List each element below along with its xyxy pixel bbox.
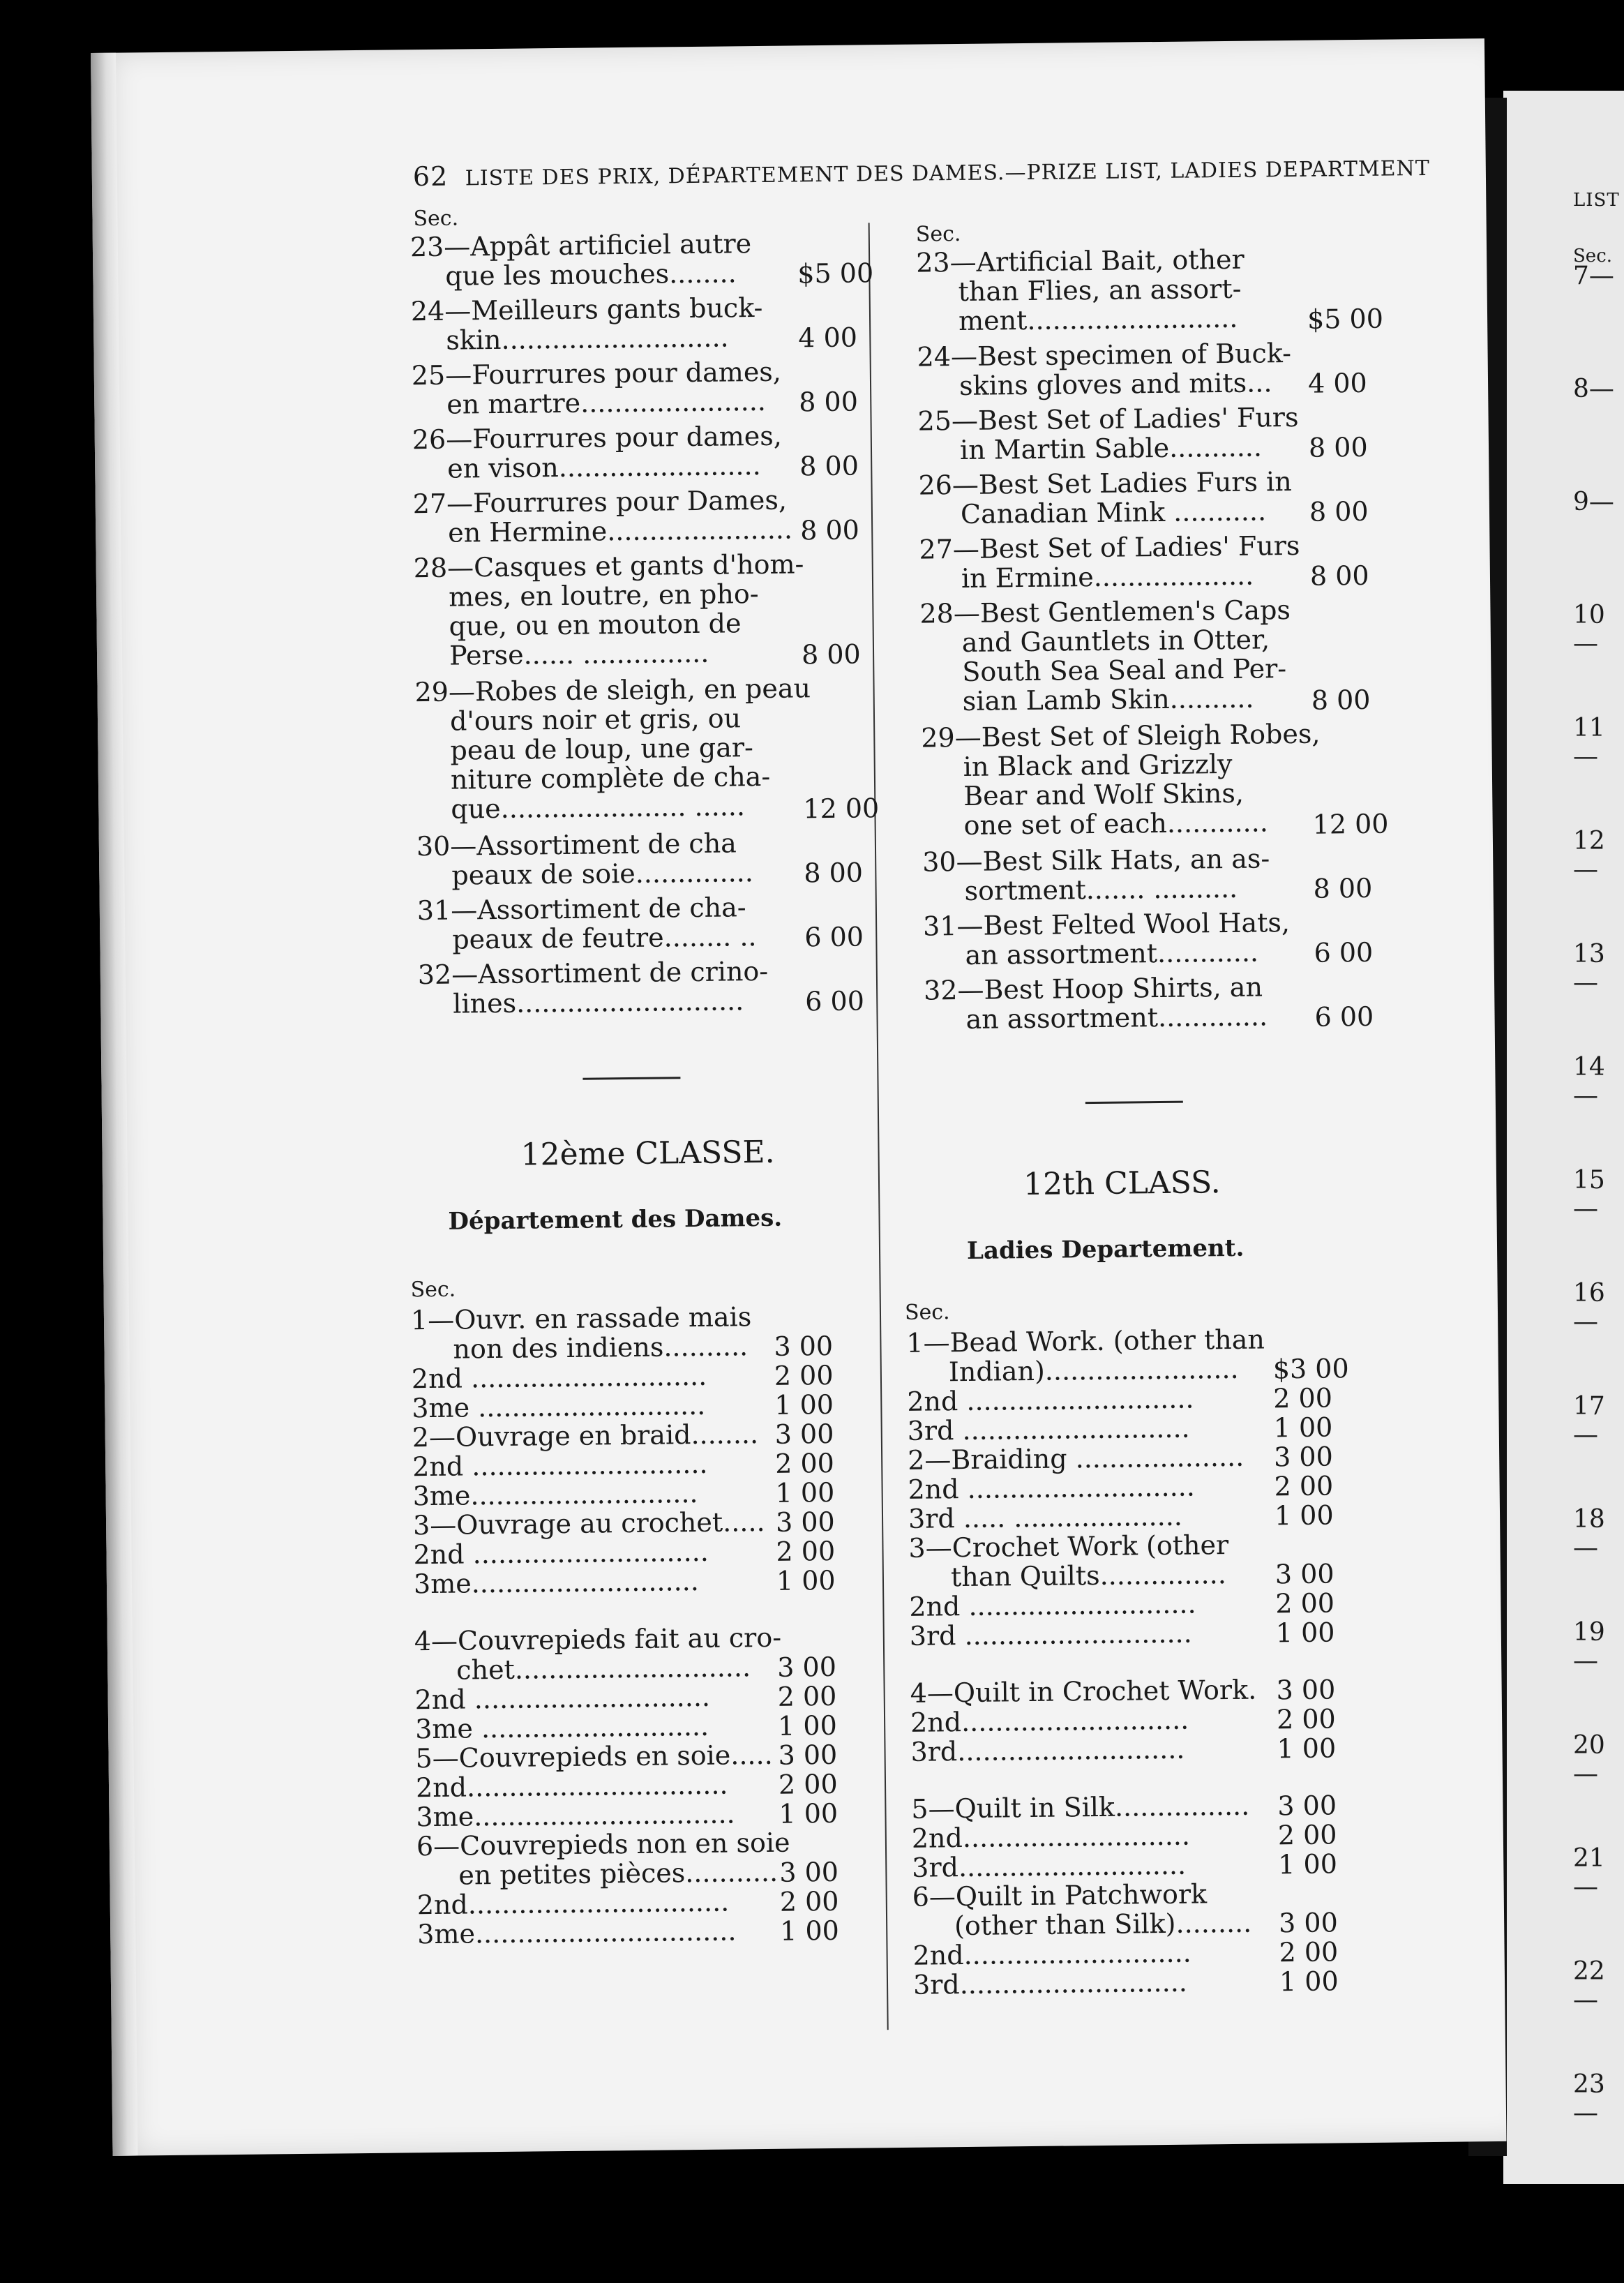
prize-amount: 6 00 [805, 985, 865, 1017]
prize-entry [911, 1791, 1249, 1824]
prize-entry [411, 1302, 752, 1364]
entry-text-line: 29—Robes de sleigh, en peau [414, 673, 811, 708]
prize-entry [416, 892, 757, 955]
prize-entry [412, 1391, 705, 1423]
entry-text-line: than Flies, an assort- [958, 273, 1242, 307]
entry-text-line: 27—Fourrures pour Dames, [412, 484, 788, 520]
prize-amount: 2 00 [1273, 1382, 1333, 1414]
entry-text-line: 3—Crochet Work (other [908, 1529, 1229, 1564]
prize-amount: 8 00 [801, 638, 861, 671]
prize-entry [919, 531, 1300, 594]
prize-amount: 12 00 [803, 793, 880, 825]
entry-text-line: 5—Quilt in Silk................ [911, 1790, 1250, 1825]
entry-text-line: 3me............................... [416, 1798, 735, 1833]
prize-amount: 8 00 [1308, 431, 1368, 463]
sec-label-french-top: Sec. [413, 206, 459, 232]
prize-amount: 3 00 [1278, 1907, 1338, 1939]
prize-amount: 1 00 [776, 1564, 836, 1596]
entry-text-line: 32—Assortiment de crino- [417, 955, 769, 991]
entry-text-line: 6—Quilt in Patchwork [912, 1878, 1208, 1913]
prize-entry [416, 1828, 790, 1891]
class-title-english: 12th CLASS. [1023, 1165, 1221, 1203]
entry-text-line: Perse...... ............... [449, 637, 709, 671]
entry-text-line: 3me ........................... [412, 1389, 706, 1424]
facing-page-section-number: 19— [1573, 1618, 1605, 1675]
entry-text-line: 2nd............................... [416, 1886, 730, 1921]
entry-text-line: in Black and Grizzly [963, 748, 1233, 782]
prize-amount: 8 00 [799, 386, 859, 418]
prize-amount: 1 00 [777, 1709, 837, 1742]
entry-text-line: 28—Casques et gants d'hom- [413, 548, 804, 584]
prize-entry [922, 844, 1270, 906]
prize-entry [910, 1735, 1185, 1767]
entry-text-line: 31—Best Felted Wool Hats, [922, 907, 1291, 942]
book-page [91, 38, 1506, 2156]
section-rule-french [582, 1077, 680, 1079]
prize-entry [416, 828, 754, 891]
entry-text-line: 25—Fourrures pour dames, [411, 356, 782, 391]
prize-entry [413, 1537, 709, 1569]
entry-text-line: 3rd........................... [910, 1733, 1185, 1767]
prize-amount: 2 00 [1277, 1819, 1337, 1851]
entry-text-line: d'ours noir et gris, ou [449, 703, 742, 737]
prize-amount: 3 00 [778, 1739, 838, 1771]
facing-page-section-number: 17— [1573, 1392, 1605, 1449]
prize-amount: 2 00 [1276, 1703, 1336, 1735]
prize-entry [418, 957, 769, 1019]
entry-text-line: 3rd ........................... [907, 1412, 1190, 1446]
prize-amount: 2 00 [778, 1768, 838, 1800]
prize-amount: 4 00 [1307, 367, 1367, 399]
entry-text-line: 3me ........................... [414, 1710, 709, 1745]
entry-text-line: en petites pièces........... [458, 1856, 779, 1891]
entry-text-line: 2nd........................... [910, 1704, 1189, 1738]
page-header [413, 151, 1430, 192]
entry-text-line: an assortment............. [965, 1001, 1268, 1035]
facing-page-section-number: 21— [1573, 1844, 1605, 1901]
entry-text-line: peau de loup, une gar- [450, 732, 754, 766]
prize-amount: $3 00 [1272, 1353, 1349, 1385]
prize-entry [917, 338, 1291, 401]
entry-text-line: 29—Best Set of Sleigh Robes, [921, 718, 1321, 754]
section-rule-english [1085, 1101, 1183, 1104]
entry-text-line: 2nd ............................ [412, 1448, 708, 1483]
entry-text-line: 26—Fourrures pour dames, [412, 420, 783, 456]
page-number: 62 [412, 160, 449, 193]
entry-text-line: 1—Ouvr. en rassade mais [410, 1301, 752, 1336]
prize-entry [910, 1705, 1189, 1737]
department-title-french: Département des Dames. [448, 1204, 783, 1236]
column-divider [869, 223, 889, 2030]
entry-text-line: 4—Couvrepieds fait au cro- [414, 1622, 782, 1657]
entry-text-line: 30—Best Silk Hats, an as- [922, 843, 1270, 878]
entry-text-line: 32—Best Hoop Shirts, an [923, 971, 1263, 1006]
entry-text-line: 26—Best Set Ladies Furs in [918, 466, 1292, 501]
entry-text-line: 2nd ............................ [414, 1681, 711, 1716]
prize-entry [415, 1712, 709, 1744]
prize-amount: 1 00 [775, 1476, 835, 1509]
entry-text-line: que, ou en mouton de [449, 608, 742, 642]
prize-amount: 2 00 [774, 1447, 835, 1479]
prize-entry [912, 1938, 1191, 1970]
class-title-french: 12ème CLASSE. [520, 1134, 775, 1173]
prize-entry [917, 403, 1299, 465]
entry-text-line: 5—Couvrepieds en soie..... [415, 1739, 773, 1774]
facing-page-section-number: 20— [1573, 1731, 1605, 1788]
prize-entry [912, 1821, 1191, 1853]
prize-entry [413, 1507, 765, 1540]
prize-amount: 8 00 [804, 857, 864, 889]
entry-text-line: que...................... ...... [451, 791, 746, 825]
entry-text-line: en vison........................ [447, 449, 761, 484]
facing-page-section-number: 12— [1573, 827, 1605, 884]
sec-label-english-top: Sec. [915, 221, 961, 247]
prize-amount: 1 00 [1273, 1412, 1333, 1444]
entry-text-line: chet............................ [456, 1652, 751, 1686]
entry-text-line: 2nd ............................ [413, 1536, 709, 1571]
entry-text-line: 4—Quilt in Crochet Work. [910, 1674, 1257, 1709]
prize-amount: 3 00 [775, 1506, 835, 1538]
prize-amount: 3 00 [1277, 1790, 1337, 1822]
entry-text-line: 23—Artificial Bait, other [915, 244, 1245, 278]
prize-entry [414, 549, 805, 671]
prize-entry [910, 1619, 1192, 1651]
prize-amount: 1 00 [1274, 1499, 1334, 1532]
prize-amount: $5 00 [797, 257, 874, 290]
prize-amount: 3 00 [774, 1330, 834, 1362]
prize-entry [907, 1384, 1194, 1416]
entry-text-line: 30—Assortiment de cha [416, 828, 737, 862]
facing-page-header: LIST [1573, 190, 1620, 211]
entry-text-line: South Sea Seal and Per- [962, 653, 1287, 687]
prize-amount: 1 00 [1279, 1966, 1339, 1998]
facing-page-section-number: 8— [1573, 375, 1614, 403]
entry-text-line: Indian)....................... [948, 1353, 1239, 1388]
entry-text-line: 31—Assortiment de cha- [416, 892, 746, 927]
entry-text-line: peaux de soie.............. [451, 857, 754, 891]
prize-amount: 6 00 [1314, 1001, 1374, 1033]
entry-text-line: 24—Best specimen of Buck- [917, 338, 1292, 373]
entry-text-line: 3rd........................... [912, 1966, 1188, 2000]
entry-text-line: 24—Meilleurs gants buck- [410, 292, 763, 327]
facing-page-section-number: 16— [1573, 1279, 1605, 1336]
prize-entry [416, 1799, 735, 1832]
prize-entry [417, 1916, 737, 1949]
entry-text-line: 2nd........................... [911, 1820, 1191, 1854]
prize-amount: 8 00 [799, 450, 859, 482]
prize-amount: 3 00 [779, 1856, 839, 1888]
prize-amount: 2 00 [774, 1359, 834, 1391]
entry-text-line: 3rd ........................... [909, 1617, 1192, 1652]
prize-amount: 1 00 [1278, 1848, 1338, 1880]
prize-entry [921, 719, 1321, 841]
prize-entry [416, 1770, 728, 1803]
facing-page-section-number: 7— [1573, 262, 1614, 290]
prize-entry [908, 1442, 1244, 1475]
prize-entry [412, 1479, 698, 1511]
sec-label-english-bottom: Sec. [904, 1300, 950, 1325]
entry-text-line: lines........................... [453, 985, 744, 1019]
prize-entry [410, 229, 752, 291]
entry-text-line: 3rd ..... .................... [908, 1500, 1183, 1534]
entry-text-line: 25—Best Set of Ladies' Furs [917, 401, 1299, 437]
entry-text-line: 23—Appât artificiel autre [409, 228, 752, 263]
prize-entry [412, 484, 793, 548]
entry-text-line: en Hermine...................... [447, 514, 793, 548]
entry-text-line: 3—Ouvrage au crochet..... [412, 1506, 765, 1541]
entry-text-line: 1—Bead Work. (other than [906, 1324, 1265, 1358]
prize-amount: 1 00 [779, 1797, 839, 1829]
prize-entry [412, 1449, 708, 1481]
prize-entry [908, 1472, 1195, 1504]
entry-text-line: 2nd ........................... [909, 1588, 1196, 1622]
entry-text-line: 2nd............................... [415, 1769, 728, 1804]
prize-amount: $5 00 [1307, 303, 1384, 335]
prize-amount: 3 00 [774, 1418, 834, 1450]
facing-page-section-number: 13— [1573, 940, 1605, 997]
entry-text-line: niture complète de cha- [450, 761, 771, 795]
entry-text-line: (other than Silk)......... [954, 1907, 1252, 1942]
entry-text-line: in Martin Sable........... [959, 431, 1263, 465]
prize-amount: 8 00 [1311, 684, 1371, 716]
entry-text-line: 3me........................... [413, 1565, 700, 1600]
prize-entry [923, 908, 1291, 971]
prize-entry [908, 1530, 1228, 1592]
prize-amount: 8 00 [1309, 495, 1369, 527]
prize-amount: 3 00 [1275, 1558, 1334, 1590]
entry-text-line: than Quilts............... [950, 1559, 1226, 1593]
facing-page [1503, 91, 1624, 2184]
entry-text-line: 27—Best Set of Ladies' Furs [919, 530, 1300, 565]
facing-page-section-number: 10— [1573, 601, 1605, 658]
entry-text-line: skins gloves and mits... [958, 367, 1272, 401]
facing-page-sec-label: Sec. [1573, 246, 1613, 267]
prize-entry [908, 1502, 1182, 1534]
prize-entry [415, 1740, 772, 1773]
prize-amount: 8 00 [1313, 872, 1373, 904]
prize-entry [919, 595, 1291, 717]
prize-entry [414, 673, 812, 824]
facing-page-section-number: 22— [1573, 1957, 1605, 2014]
prize-entry [918, 467, 1292, 530]
department-title-english: Ladies Departement. [966, 1234, 1245, 1265]
prize-amount: 1 00 [780, 1915, 840, 1947]
facing-page-section-number: 14— [1573, 1053, 1605, 1110]
prize-amount: 3 00 [1273, 1441, 1334, 1473]
prize-entry [412, 357, 782, 420]
prize-amount: 2 00 [776, 1535, 836, 1567]
entry-text-line: non des indiens.......... [453, 1331, 749, 1365]
page-edge [91, 53, 138, 2156]
prize-amount: 2 00 [777, 1680, 837, 1712]
entry-text-line: 2nd ............................ [411, 1360, 707, 1395]
entry-text-line: mes, en loutre, en pho- [448, 578, 759, 613]
prize-entry [412, 1361, 707, 1393]
prize-amount: 2 00 [779, 1885, 839, 1917]
entry-text-line: and Gauntlets in Otter, [961, 624, 1270, 658]
prize-amount: 2 00 [1275, 1587, 1335, 1619]
prize-amount: 6 00 [1314, 936, 1374, 968]
prize-entry [923, 971, 1268, 1035]
prize-amount: 6 00 [804, 921, 864, 953]
entry-text-line: 3me........................... [412, 1477, 698, 1512]
prize-amount: 3 00 [777, 1651, 837, 1683]
prize-amount: 4 00 [798, 322, 858, 354]
prize-amount: 2 00 [1279, 1936, 1339, 1968]
entry-text-line: skin........................... [446, 322, 729, 356]
prize-amount: 2 00 [1274, 1470, 1334, 1502]
prize-entry [909, 1589, 1196, 1622]
prize-entry [414, 1566, 699, 1599]
entry-text-line: que les mouches........ [445, 257, 737, 292]
entry-text-line: 2nd ........................... [907, 1383, 1194, 1417]
entry-text-line: 2—Braiding .................... [907, 1441, 1245, 1476]
prize-entry [912, 1850, 1186, 1882]
entry-text-line: 2nd ........................... [908, 1471, 1196, 1505]
prize-amount: 12 00 [1312, 808, 1389, 840]
facing-page-section-number: 18— [1573, 1505, 1605, 1562]
prize-entry [916, 245, 1245, 336]
prize-entry [910, 1675, 1256, 1708]
entry-text-line: 2—Ouvrage en braid........ [412, 1419, 759, 1453]
entry-text-line: Canadian Mink ........... [960, 495, 1267, 530]
entry-text-line: one set of each............ [963, 807, 1269, 841]
prize-entry [412, 421, 783, 484]
entry-text-line: peaux de feutre........ .. [452, 921, 757, 955]
sec-label-french-bottom: Sec. [410, 1277, 456, 1303]
entry-text-line: sortment....... .......... [964, 872, 1238, 906]
prize-entry [415, 1682, 711, 1714]
entry-text-line: 2nd........................... [912, 1937, 1191, 1971]
prize-entry [417, 1887, 730, 1920]
entry-text-line: sian Lamb Skin.......... [962, 682, 1254, 717]
facing-page-section-number: 23— [1573, 2070, 1605, 2127]
facing-page-section-number: 9— [1573, 488, 1614, 516]
entry-text-line: an assortment............ [965, 936, 1259, 971]
entry-text-line: 3rd........................... [912, 1849, 1187, 1883]
prize-amount: 8 00 [1309, 560, 1369, 592]
prize-entry [912, 1878, 1252, 1942]
prize-entry [411, 293, 763, 355]
prize-amount: 1 00 [774, 1388, 834, 1421]
prize-entry [908, 1414, 1190, 1446]
prize-entry [412, 1419, 759, 1452]
facing-page-section-number: 15— [1573, 1166, 1605, 1223]
prize-amount: 1 00 [1277, 1732, 1337, 1765]
prize-entry [906, 1324, 1265, 1386]
prize-amount: 3 00 [1276, 1674, 1336, 1706]
prize-amount: 1 00 [1275, 1617, 1335, 1649]
page-title: LISTE DES PRIX, DÉPARTEMENT DES DAMES.—PRIZE LIST, LADIES DEPARTMENT [465, 156, 1431, 191]
prize-amount: 8 00 [799, 514, 860, 546]
prize-entry [913, 1968, 1187, 2000]
entry-text-line: en martre...................... [446, 385, 767, 420]
entry-text-line: 28—Best Gentlemen's Caps [919, 594, 1291, 629]
facing-page-section-number: 11— [1573, 714, 1605, 771]
entry-text-line: Bear and Wolf Skins, [963, 777, 1245, 811]
entry-text-line: 6—Couvrepieds non en soie [416, 1827, 790, 1862]
entry-text-line: 3me............................... [417, 1915, 737, 1950]
prize-entry [414, 1623, 782, 1686]
entry-text-line: ment......................... [958, 302, 1238, 336]
entry-text-line: in Ermine................... [961, 560, 1254, 594]
